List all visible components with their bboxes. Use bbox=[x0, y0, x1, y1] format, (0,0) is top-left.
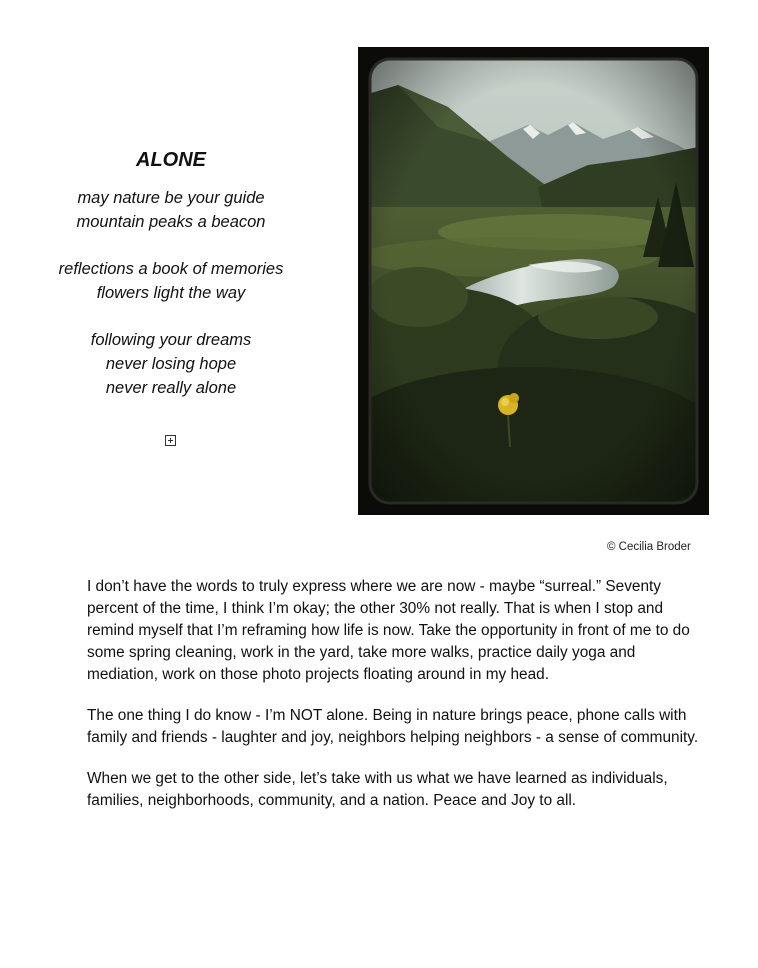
expand-icon[interactable] bbox=[165, 435, 176, 446]
photo-credit: © Cecilia Broder bbox=[607, 541, 691, 553]
paragraph: I don’t have the words to truly express where we are now - maybe “surreal.” Seventy percent of the time, I think I’m okay; the other 30% not really. That is when I stop and remind myself that I’m reframing how life is now. Take the opportunity in front of me to do some spring cleaning, work in the yard, take more walks, practice daily yoga and mediation, work on those photo projects floating around in my head. bbox=[87, 578, 690, 683]
poem-stanza-3 bbox=[40, 328, 302, 400]
body-text bbox=[87, 576, 707, 831]
poem-title: ALONE bbox=[136, 149, 206, 171]
poem bbox=[40, 148, 302, 423]
poem-line: may nature be your guide bbox=[77, 189, 265, 207]
poem-line: mountain peaks a beacon bbox=[76, 213, 266, 231]
poem-line: following your dreams bbox=[90, 331, 252, 349]
poem-stanza-1 bbox=[40, 186, 302, 234]
paragraph: The one thing I do know - I’m NOT alone. Being in nature brings peace, phone calls with family and friends - laughter and joy, neighbors helping neighbors - a sense of community. bbox=[87, 707, 699, 746]
poem-line: never losing hope bbox=[105, 355, 237, 373]
poem-line: never really alone bbox=[105, 379, 237, 397]
poem-stanza-2 bbox=[40, 257, 302, 305]
landscape-photo-art bbox=[358, 47, 709, 515]
landscape-photo bbox=[358, 47, 709, 515]
paragraph: When we get to the other side, let’s take with us what we have learned as individuals, families, neighborhoods, community, and a nation. Peace and Joy to all. bbox=[87, 770, 668, 809]
poem-line: flowers light the way bbox=[96, 284, 246, 302]
poem-line: reflections a book of memories bbox=[58, 260, 284, 278]
